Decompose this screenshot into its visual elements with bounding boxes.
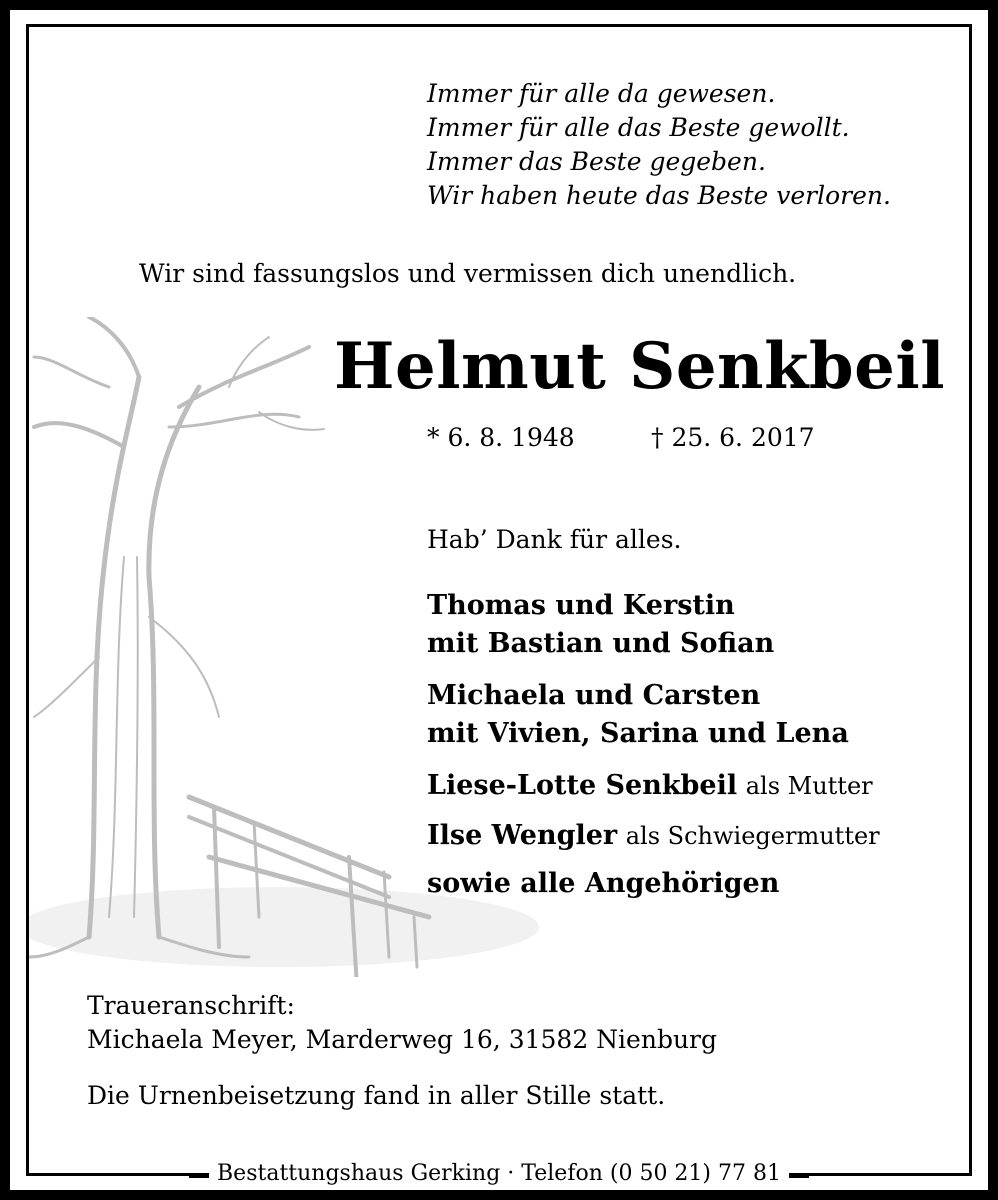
mourner-line: mit Vivien, Sarina und Lena	[427, 718, 849, 749]
poem-line: Immer für alle da gewesen.	[427, 79, 776, 108]
mourner-group	[427, 677, 849, 753]
intro-text: Wir sind fassungslos und vermissen dich unendlich.	[139, 259, 797, 288]
mourner-relation: als Schwiegermutter	[625, 822, 880, 850]
deceased-name: Helmut Senkbeil	[334, 329, 945, 404]
notice-frame	[10, 10, 988, 1190]
poem-line: Immer für alle das Beste gewollt.	[427, 113, 850, 142]
mourner-line: Michaela und Carsten	[427, 680, 761, 711]
mourner-group	[427, 587, 774, 663]
mourner-relation: als Mutter	[745, 772, 873, 800]
mourner-name: sowie alle Angehörigen	[427, 868, 780, 899]
urn-notice: Die Urnenbeisetzung fand in aller Stille statt.	[87, 1081, 666, 1110]
mourning-address	[87, 989, 717, 1057]
address-label: Traueranschrift:	[87, 991, 295, 1020]
address-value: Michaela Meyer, Marderweg 16, 31582 Nienburg	[87, 1025, 718, 1054]
obituary-card	[26, 24, 972, 1186]
mourner-name: Liese-Lotte Senkbeil	[427, 770, 738, 801]
mourner-line: mit Bastian und Sofian	[427, 628, 775, 659]
mourner-relatives	[427, 865, 779, 903]
poem-line: Immer das Beste gegeben.	[427, 147, 766, 176]
mourner-mother	[427, 767, 873, 805]
thanks-text: Hab’ Dank für alles.	[427, 525, 682, 554]
birth-date: * 6. 8. 1948	[427, 423, 575, 452]
poem	[427, 77, 891, 213]
mourner-mother-in-law	[427, 817, 880, 855]
mourner-line: Thomas und Kerstin	[427, 590, 735, 621]
funeral-home-info: Bestattungshaus Gerking · Telefon (0 50 21) 77 81	[209, 1161, 789, 1186]
mourner-name: Ilse Wengler	[427, 820, 618, 851]
poem-line: Wir haben heute das Beste verloren.	[427, 181, 891, 210]
footer	[189, 1161, 809, 1191]
death-date: † 25. 6. 2017	[651, 423, 815, 452]
